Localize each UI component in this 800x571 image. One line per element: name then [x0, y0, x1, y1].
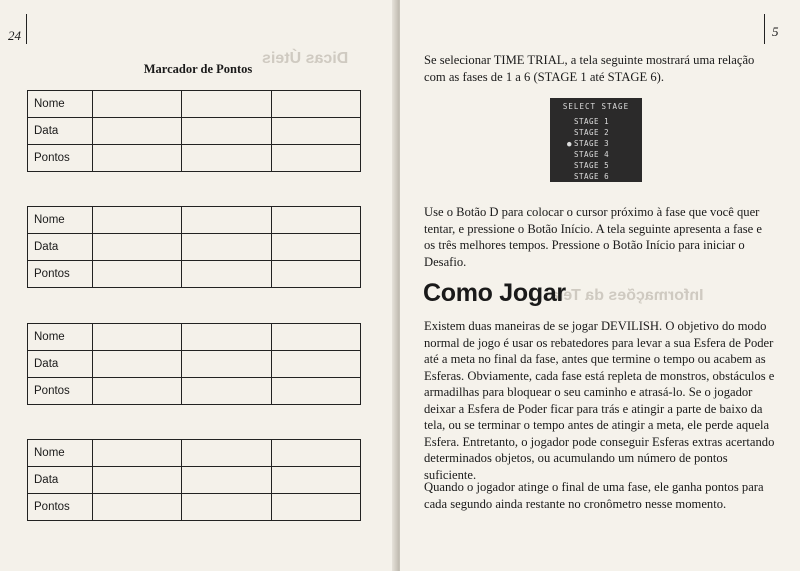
table-row	[28, 207, 361, 234]
stage-label: STAGE 4	[574, 150, 610, 159]
score-cell	[271, 378, 360, 405]
score-cell	[182, 324, 271, 351]
page-rule-left	[26, 14, 27, 44]
score-cell	[271, 351, 360, 378]
left-page	[0, 0, 396, 571]
score-cell	[182, 261, 271, 288]
page-rule-right	[764, 14, 765, 44]
table-row	[28, 351, 361, 378]
score-cell	[271, 467, 360, 494]
score-cell	[271, 440, 360, 467]
show-through-text: Dicas Úteis	[262, 50, 349, 67]
score-cell	[182, 440, 271, 467]
table-row	[28, 467, 361, 494]
score-table	[27, 90, 361, 172]
score-cell	[271, 324, 360, 351]
score-cell	[93, 324, 182, 351]
score-cell	[182, 207, 271, 234]
instruction-paragraph: Use o Botão D para colocar o cursor próximo à fase que você quer tentar, e pressione o Botão Início. A tela seguinte apresenta a fase e os três melhores tempos. Pressione o Botão Início para iniciar o Desafio.	[424, 205, 763, 269]
score-cell	[271, 91, 360, 118]
row-label-points: Pontos	[28, 378, 93, 405]
stage-label: STAGE 5	[574, 161, 610, 170]
score-cell	[182, 467, 271, 494]
page-number-right: 5	[772, 24, 779, 39]
row-label-name: Nome	[28, 324, 93, 351]
score-table	[27, 439, 361, 521]
stage-list	[567, 116, 610, 182]
stage-item	[574, 160, 609, 171]
score-cell	[93, 378, 182, 405]
stage-label: STAGE 1	[574, 117, 610, 126]
score-cell	[182, 118, 271, 145]
score-cell	[93, 440, 182, 467]
score-cell	[93, 234, 182, 261]
table-row	[28, 145, 361, 172]
stage-item	[574, 149, 609, 160]
row-label-date: Data	[28, 467, 93, 494]
stage-item	[574, 171, 609, 182]
closing-paragraph: Quando o jogador atinge o final de uma fase, ele ganha pontos para cada segundo ainda restante no cronômetro nesse momento.	[424, 480, 764, 511]
show-through-text: Informações da Tela	[550, 287, 704, 304]
table-row	[28, 494, 361, 521]
table-row	[28, 234, 361, 261]
select-stage-title: SELECT STAGE	[562, 102, 630, 111]
table-row	[28, 118, 361, 145]
row-label-name: Nome	[28, 91, 93, 118]
score-table	[27, 206, 361, 288]
stage-item	[574, 116, 609, 127]
score-cell	[182, 145, 271, 172]
stage-item-selected	[567, 138, 610, 149]
stage-label: STAGE 6	[574, 172, 610, 181]
intro-paragraph: Se selecionar TIME TRIAL, a tela seguinte mostrará uma relação com as fases de 1 a 6 (STAGE 1 até STAGE 6).	[424, 53, 755, 84]
score-cell	[271, 118, 360, 145]
section-heading: Como Jogar	[423, 279, 566, 307]
stage-label: STAGE 3	[574, 139, 610, 148]
row-label-points: Pontos	[28, 494, 93, 521]
table-row	[28, 378, 361, 405]
score-cell	[93, 351, 182, 378]
row-label-date: Data	[28, 351, 93, 378]
score-cell	[271, 234, 360, 261]
row-label-date: Data	[28, 234, 93, 261]
score-sheet-title: Marcador de Pontos	[143, 62, 253, 76]
row-label-points: Pontos	[28, 145, 93, 172]
score-cell	[271, 207, 360, 234]
body-paragraph: Existem duas maneiras de se jogar DEVILISH. O objetivo do modo normal de jogo é usar os rebatedores para levar a sua Esfera de Poder até a meta no final da fase, antes que termine o tempo ou acabem as Esferas. Obviamente, cada fase está repleta de monstros, obstáculos e armadilhas para bloquear o seu caminho e atrasá-lo. Se o jogador deixar a Esfera de Poder ficar para trás e atingir a parte de baixo da tela, ou se terminar o tempo antes de atingir a meta, ele perde aquela Esfera. Entretanto, o jogador pode conseguir Esferas extras acertando determinados objetos, ou acumulando um número de pontos suficiente.	[424, 319, 775, 482]
stage-select-screenshot	[550, 98, 642, 182]
table-row	[28, 261, 361, 288]
score-cell	[182, 91, 271, 118]
score-cell	[93, 261, 182, 288]
score-cell	[271, 494, 360, 521]
score-cell	[93, 145, 182, 172]
row-label-date: Data	[28, 118, 93, 145]
score-cell	[93, 467, 182, 494]
table-row	[28, 91, 361, 118]
stage-label: STAGE 2	[574, 128, 610, 137]
table-row	[28, 324, 361, 351]
row-label-name: Nome	[28, 440, 93, 467]
score-cell	[271, 261, 360, 288]
score-cell	[182, 494, 271, 521]
score-cell	[182, 378, 271, 405]
score-cell	[93, 118, 182, 145]
stage-item	[574, 127, 609, 138]
score-cell	[182, 234, 271, 261]
score-cell	[93, 91, 182, 118]
score-cell	[182, 351, 271, 378]
score-cell	[93, 207, 182, 234]
row-label-name: Nome	[28, 207, 93, 234]
cursor-dot-icon: ●	[567, 139, 573, 148]
score-table	[27, 323, 361, 405]
table-row	[28, 440, 361, 467]
score-cell	[93, 494, 182, 521]
score-cell	[271, 145, 360, 172]
page-number-left: 24	[8, 28, 21, 43]
row-label-points: Pontos	[28, 261, 93, 288]
